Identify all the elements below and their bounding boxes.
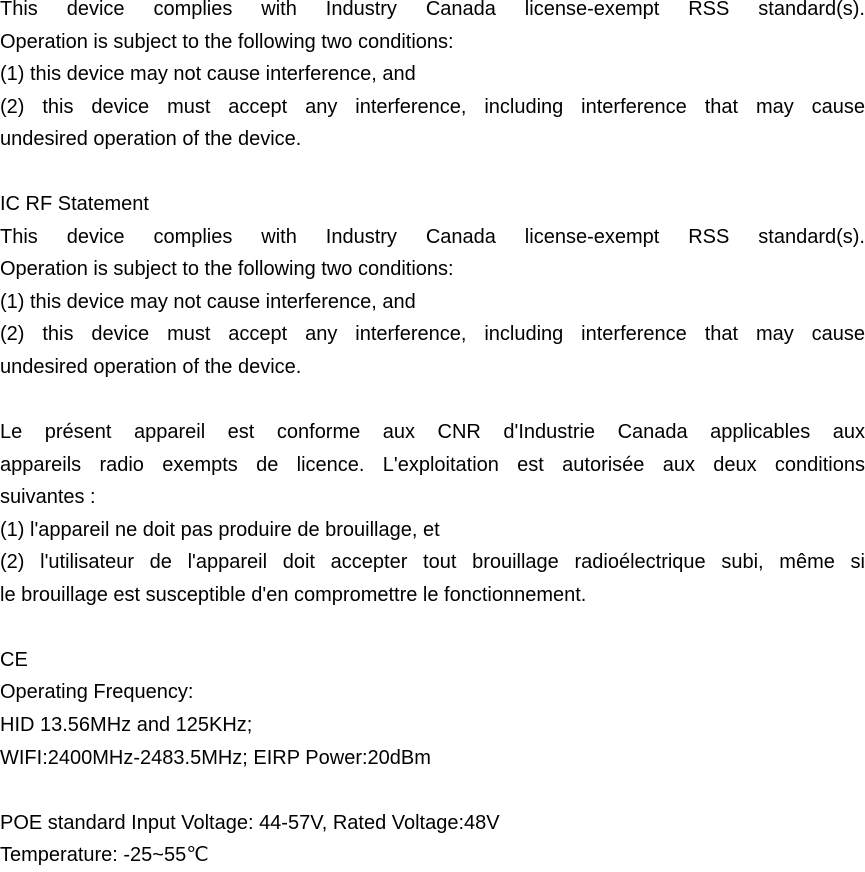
text-line: HID 13.56MHz and 125KHz; bbox=[0, 714, 253, 737]
blank-line bbox=[0, 611, 865, 644]
text-line: CE bbox=[0, 648, 28, 671]
text-line: undesired operation of the device. bbox=[0, 356, 302, 379]
text-line: appareils radio exempts de licence. L'exploitation est autorisée aux deux conditions bbox=[0, 453, 865, 476]
text-line: suivantes : bbox=[0, 486, 96, 509]
text-line: Operating Frequency: bbox=[0, 681, 194, 704]
text-line: (1) this device may not cause interference, and bbox=[0, 63, 416, 86]
text-line: le brouillage est susceptible d'en compromettre le fonctionnement. bbox=[0, 583, 587, 606]
blank-line bbox=[0, 156, 865, 189]
text-line: (2) l'utilisateur de l'appareil doit accepter tout brouillage radioélectrique subi, même si bbox=[0, 551, 865, 574]
text-line: Operation is subject to the following two conditions: bbox=[0, 258, 454, 281]
text-line: POE standard Input Voltage: 44-57V, Rated Voltage:48V bbox=[0, 811, 500, 834]
text-line: Le présent appareil est conforme aux CNR d'Industrie Canada applicables aux bbox=[0, 421, 865, 444]
blank-line bbox=[0, 384, 865, 417]
text-line: (2) this device must accept any interference, including interference that may cause bbox=[0, 95, 865, 118]
blank-line bbox=[0, 774, 865, 807]
text-line: IC RF Statement bbox=[0, 193, 149, 216]
text-line: (2) this device must accept any interference, including interference that may cause bbox=[0, 323, 865, 346]
text-line: WIFI:2400MHz-2483.5MHz; EIRP Power:20dBm bbox=[0, 746, 431, 769]
text-line: Temperature: -25~55℃ bbox=[0, 844, 209, 867]
text-line: This device complies with Industry Canada license-exempt RSS standard(s). bbox=[0, 0, 865, 20]
text-line: (1) this device may not cause interference, and bbox=[0, 290, 416, 313]
text-line: (1) l'appareil ne doit pas produire de brouillage, et bbox=[0, 518, 440, 541]
text-line: This device complies with Industry Canada license-exempt RSS standard(s). bbox=[0, 225, 865, 248]
text-line: Operation is subject to the following two conditions: bbox=[0, 30, 454, 53]
text-line: undesired operation of the device. bbox=[0, 128, 302, 151]
